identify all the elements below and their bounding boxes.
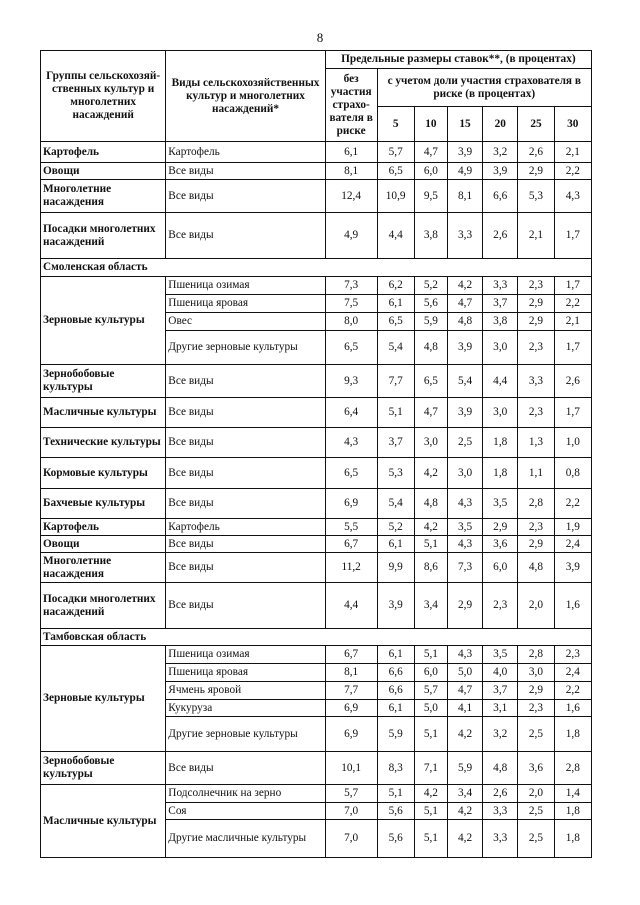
header-group: Группы сельскохозяй-ственных культур и многолетних насаждений bbox=[41, 51, 166, 142]
rate-with-share: 2,2 bbox=[554, 163, 591, 180]
rate-with-share: 3,2 bbox=[483, 142, 518, 163]
table-row bbox=[41, 553, 592, 583]
crop-kind: Подсолнечник на зерно bbox=[166, 785, 325, 803]
rate-with-share: 6,1 bbox=[377, 700, 414, 717]
rate-with-share: 3,7 bbox=[377, 428, 414, 458]
rate-with-share: 5,7 bbox=[377, 142, 414, 163]
header-share: 25 bbox=[518, 107, 554, 142]
rate-no-participation: 6,9 bbox=[325, 717, 377, 752]
rate-with-share: 1,1 bbox=[518, 458, 554, 489]
rate-with-share: 3,9 bbox=[447, 331, 482, 365]
rate-with-share: 3,0 bbox=[483, 331, 518, 365]
crop-kind: Пшеница яровая bbox=[166, 664, 325, 682]
rate-with-share: 4,8 bbox=[518, 553, 554, 583]
rate-with-share: 5,9 bbox=[447, 752, 482, 785]
rate-with-share: 3,0 bbox=[518, 664, 554, 682]
rate-with-share: 3,7 bbox=[483, 295, 518, 313]
rate-no-participation: 8,1 bbox=[325, 664, 377, 682]
rate-with-share: 2,3 bbox=[518, 398, 554, 428]
rate-with-share: 5,0 bbox=[447, 664, 482, 682]
region-row bbox=[41, 629, 592, 646]
rate-with-share: 1,7 bbox=[554, 331, 591, 365]
crop-kind: Пшеница озимая bbox=[166, 646, 325, 664]
rate-with-share: 2,6 bbox=[483, 785, 518, 803]
rate-with-share: 1,3 bbox=[518, 428, 554, 458]
rate-with-share: 6,0 bbox=[414, 163, 447, 180]
header-share: 15 bbox=[447, 107, 482, 142]
rate-no-participation: 5,5 bbox=[325, 519, 377, 536]
table-row bbox=[41, 536, 592, 553]
rate-no-participation: 6,4 bbox=[325, 398, 377, 428]
rate-with-share: 4,3 bbox=[554, 180, 591, 213]
rate-no-participation: 7,0 bbox=[325, 820, 377, 858]
rate-no-participation: 6,9 bbox=[325, 489, 377, 519]
rate-with-share: 3,0 bbox=[447, 458, 482, 489]
rate-with-share: 1,9 bbox=[554, 519, 591, 536]
rate-with-share: 4,0 bbox=[483, 664, 518, 682]
crop-kind: Все виды bbox=[166, 398, 325, 428]
table-row bbox=[41, 142, 592, 163]
rate-with-share: 2,8 bbox=[518, 489, 554, 519]
rate-no-participation: 12,4 bbox=[325, 180, 377, 213]
crop-group: Технические культуры bbox=[41, 428, 166, 458]
rate-with-share: 6,5 bbox=[414, 365, 447, 398]
table-row bbox=[41, 365, 592, 398]
rate-with-share: 1,6 bbox=[554, 700, 591, 717]
crop-kind: Картофель bbox=[166, 142, 325, 163]
rate-with-share: 9,5 bbox=[414, 180, 447, 213]
rate-with-share: 3,9 bbox=[447, 398, 482, 428]
rate-no-participation: 5,7 bbox=[325, 785, 377, 803]
rate-with-share: 3,3 bbox=[483, 803, 518, 820]
table-row bbox=[41, 277, 592, 295]
rate-with-share: 3,8 bbox=[414, 213, 447, 259]
rate-with-share: 5,1 bbox=[414, 717, 447, 752]
rate-no-participation: 9,3 bbox=[325, 365, 377, 398]
rate-with-share: 3,6 bbox=[483, 536, 518, 553]
rate-with-share: 1,8 bbox=[483, 428, 518, 458]
rate-with-share: 9,9 bbox=[377, 553, 414, 583]
rate-no-participation: 7,0 bbox=[325, 803, 377, 820]
rate-with-share: 6,6 bbox=[377, 682, 414, 700]
rate-with-share: 5,6 bbox=[414, 295, 447, 313]
crop-group: Зерновые культуры bbox=[41, 646, 166, 752]
rate-with-share: 5,6 bbox=[377, 820, 414, 858]
rate-with-share: 1,7 bbox=[554, 213, 591, 259]
rate-with-share: 4,9 bbox=[447, 163, 482, 180]
rate-with-share: 0,8 bbox=[554, 458, 591, 489]
rate-with-share: 10,9 bbox=[377, 180, 414, 213]
rate-with-share: 2,9 bbox=[518, 295, 554, 313]
rate-no-participation: 6,1 bbox=[325, 142, 377, 163]
rate-no-participation: 7,3 bbox=[325, 277, 377, 295]
rate-with-share: 4,7 bbox=[447, 682, 482, 700]
crop-kind: Все виды bbox=[166, 536, 325, 553]
rate-no-participation: 6,5 bbox=[325, 331, 377, 365]
rate-with-share: 3,6 bbox=[518, 752, 554, 785]
rate-with-share: 5,1 bbox=[377, 785, 414, 803]
rate-with-share: 2,3 bbox=[554, 646, 591, 664]
rate-with-share: 5,1 bbox=[414, 820, 447, 858]
rate-with-share: 2,5 bbox=[518, 820, 554, 858]
crop-kind: Ячмень яровой bbox=[166, 682, 325, 700]
rate-with-share: 1,6 bbox=[554, 583, 591, 629]
rate-with-share: 2,8 bbox=[554, 752, 591, 785]
rate-with-share: 8,3 bbox=[377, 752, 414, 785]
rate-no-participation: 4,3 bbox=[325, 428, 377, 458]
rate-with-share: 2,9 bbox=[518, 536, 554, 553]
rate-with-share: 5,1 bbox=[414, 646, 447, 664]
rate-with-share: 7,3 bbox=[447, 553, 482, 583]
rate-with-share: 2,9 bbox=[447, 583, 482, 629]
crop-kind: Все виды bbox=[166, 213, 325, 259]
rate-with-share: 2,5 bbox=[447, 428, 482, 458]
rate-no-participation: 6,7 bbox=[325, 646, 377, 664]
rate-no-participation: 8,1 bbox=[325, 163, 377, 180]
rate-with-share: 4,8 bbox=[447, 313, 482, 331]
crop-kind: Все виды bbox=[166, 489, 325, 519]
crop-kind: Все виды bbox=[166, 180, 325, 213]
rate-with-share: 3,2 bbox=[483, 717, 518, 752]
rate-with-share: 2,9 bbox=[518, 682, 554, 700]
header-share: 20 bbox=[483, 107, 518, 142]
rate-with-share: 6,1 bbox=[377, 295, 414, 313]
rate-with-share: 3,9 bbox=[554, 553, 591, 583]
table-body bbox=[41, 142, 592, 858]
header-no-participation: без участия страхо-вателя в риске bbox=[325, 69, 377, 142]
rate-with-share: 5,4 bbox=[447, 365, 482, 398]
rate-with-share: 4,2 bbox=[414, 458, 447, 489]
rate-with-share: 3,9 bbox=[447, 142, 482, 163]
table-row bbox=[41, 163, 592, 180]
rate-with-share: 4,7 bbox=[414, 142, 447, 163]
crop-kind: Все виды bbox=[166, 365, 325, 398]
rate-with-share: 4,3 bbox=[447, 536, 482, 553]
rate-with-share: 2,6 bbox=[483, 213, 518, 259]
rate-no-participation: 6,5 bbox=[325, 458, 377, 489]
rate-with-share: 4,7 bbox=[414, 398, 447, 428]
table-row bbox=[41, 785, 592, 803]
crop-group: Многолетние насаждения bbox=[41, 180, 166, 213]
rate-no-participation: 6,7 bbox=[325, 536, 377, 553]
rate-with-share: 2,0 bbox=[518, 785, 554, 803]
table-row bbox=[41, 213, 592, 259]
region-label: Смоленская область bbox=[41, 259, 592, 277]
rate-with-share: 2,4 bbox=[554, 664, 591, 682]
rate-with-share: 2,1 bbox=[554, 313, 591, 331]
rate-with-share: 2,3 bbox=[483, 583, 518, 629]
rate-with-share: 4,7 bbox=[447, 295, 482, 313]
rate-with-share: 3,8 bbox=[483, 313, 518, 331]
rate-with-share: 3,9 bbox=[483, 163, 518, 180]
table-row bbox=[41, 489, 592, 519]
rate-with-share: 2,3 bbox=[518, 519, 554, 536]
rate-no-participation: 8,0 bbox=[325, 313, 377, 331]
rate-no-participation: 7,7 bbox=[325, 682, 377, 700]
crop-group: Овощи bbox=[41, 163, 166, 180]
rate-with-share: 4,2 bbox=[414, 785, 447, 803]
rate-with-share: 6,0 bbox=[483, 553, 518, 583]
rate-with-share: 1,7 bbox=[554, 398, 591, 428]
rate-with-share: 5,7 bbox=[414, 682, 447, 700]
crop-kind: Пшеница яровая bbox=[166, 295, 325, 313]
rate-with-share: 5,4 bbox=[377, 489, 414, 519]
crop-kind: Другие зерновые культуры bbox=[166, 331, 325, 365]
region-row bbox=[41, 259, 592, 277]
rate-with-share: 2,5 bbox=[518, 717, 554, 752]
rate-with-share: 4,4 bbox=[483, 365, 518, 398]
rate-with-share: 5,1 bbox=[414, 803, 447, 820]
crop-group: Картофель bbox=[41, 142, 166, 163]
page-number: 8 bbox=[316, 30, 324, 45]
rate-with-share: 1,8 bbox=[554, 820, 591, 858]
header-share: 5 bbox=[377, 107, 414, 142]
rate-no-participation: 11,2 bbox=[325, 553, 377, 583]
rate-with-share: 3,3 bbox=[447, 213, 482, 259]
crop-kind: Все виды bbox=[166, 752, 325, 785]
rate-with-share: 3,5 bbox=[447, 519, 482, 536]
rate-with-share: 2,9 bbox=[518, 313, 554, 331]
rate-with-share: 5,9 bbox=[414, 313, 447, 331]
rate-with-share: 2,1 bbox=[554, 142, 591, 163]
rate-with-share: 6,6 bbox=[483, 180, 518, 213]
crop-kind: Все виды bbox=[166, 458, 325, 489]
crop-group: Масличные культуры bbox=[41, 398, 166, 428]
rate-with-share: 6,5 bbox=[377, 313, 414, 331]
rate-with-share: 6,1 bbox=[377, 536, 414, 553]
rate-with-share: 5,1 bbox=[414, 536, 447, 553]
rate-with-share: 4,2 bbox=[414, 519, 447, 536]
rate-no-participation: 4,4 bbox=[325, 583, 377, 629]
rate-with-share: 7,7 bbox=[377, 365, 414, 398]
rate-with-share: 4,2 bbox=[447, 717, 482, 752]
rate-with-share: 2,4 bbox=[554, 536, 591, 553]
rate-no-participation: 7,5 bbox=[325, 295, 377, 313]
crop-kind: Пшеница озимая bbox=[166, 277, 325, 295]
crop-group: Овощи bbox=[41, 536, 166, 553]
rate-with-share: 2,9 bbox=[518, 163, 554, 180]
header-limits: Предельные размеры ставок**, (в процентах) bbox=[325, 51, 591, 69]
rate-with-share: 1,7 bbox=[554, 277, 591, 295]
rate-with-share: 4,8 bbox=[483, 752, 518, 785]
crop-group: Многолетние насаждения bbox=[41, 553, 166, 583]
rate-with-share: 4,2 bbox=[447, 803, 482, 820]
rate-with-share: 2,8 bbox=[518, 646, 554, 664]
rate-no-participation: 6,9 bbox=[325, 700, 377, 717]
rate-with-share: 1,0 bbox=[554, 428, 591, 458]
header-with-share: с учетом доли участия страхователя в риске (в процентах) bbox=[377, 69, 591, 107]
crop-kind: Кукуруза bbox=[166, 700, 325, 717]
rate-with-share: 8,6 bbox=[414, 553, 447, 583]
rate-with-share: 3,5 bbox=[483, 489, 518, 519]
rate-with-share: 5,3 bbox=[518, 180, 554, 213]
crop-kind: Соя bbox=[166, 803, 325, 820]
crop-group: Посадки многолетних насаждений bbox=[41, 213, 166, 259]
rate-with-share: 6,2 bbox=[377, 277, 414, 295]
rate-with-share: 2,0 bbox=[518, 583, 554, 629]
rate-with-share: 3,5 bbox=[483, 646, 518, 664]
rate-with-share: 4,8 bbox=[414, 489, 447, 519]
rate-with-share: 1,4 bbox=[554, 785, 591, 803]
rate-with-share: 2,5 bbox=[518, 803, 554, 820]
rate-with-share: 3,4 bbox=[447, 785, 482, 803]
rate-with-share: 7,1 bbox=[414, 752, 447, 785]
rate-with-share: 5,9 bbox=[377, 717, 414, 752]
crop-group: Масличные культуры bbox=[41, 785, 166, 858]
header-share: 30 bbox=[554, 107, 591, 142]
rate-no-participation: 10,1 bbox=[325, 752, 377, 785]
rate-with-share: 3,3 bbox=[483, 820, 518, 858]
table-row bbox=[41, 458, 592, 489]
rate-with-share: 1,8 bbox=[483, 458, 518, 489]
rate-with-share: 4,2 bbox=[447, 820, 482, 858]
rate-with-share: 1,8 bbox=[554, 803, 591, 820]
rate-with-share: 1,8 bbox=[554, 717, 591, 752]
rate-with-share: 5,3 bbox=[377, 458, 414, 489]
rate-with-share: 5,1 bbox=[377, 398, 414, 428]
rate-with-share: 4,8 bbox=[414, 331, 447, 365]
rate-with-share: 5,4 bbox=[377, 331, 414, 365]
crop-kind: Все виды bbox=[166, 163, 325, 180]
region-label: Тамбовская область bbox=[41, 629, 592, 646]
crop-kind: Овес bbox=[166, 313, 325, 331]
rate-with-share: 3,7 bbox=[483, 682, 518, 700]
table-row bbox=[41, 646, 592, 664]
rate-with-share: 5,6 bbox=[377, 803, 414, 820]
rate-with-share: 6,1 bbox=[377, 646, 414, 664]
crop-kind: Все виды bbox=[166, 583, 325, 629]
rate-with-share: 2,2 bbox=[554, 295, 591, 313]
rate-with-share: 3,3 bbox=[483, 277, 518, 295]
rate-with-share: 8,1 bbox=[447, 180, 482, 213]
rate-no-participation: 4,9 bbox=[325, 213, 377, 259]
crop-group: Зернобобовые культуры bbox=[41, 365, 166, 398]
rate-with-share: 5,2 bbox=[377, 519, 414, 536]
crop-kind: Все виды bbox=[166, 553, 325, 583]
crop-kind: Другие масличные культуры bbox=[166, 820, 325, 858]
rate-with-share: 2,3 bbox=[518, 277, 554, 295]
table-row bbox=[41, 428, 592, 458]
rate-with-share: 6,0 bbox=[414, 664, 447, 682]
rate-with-share: 6,6 bbox=[377, 664, 414, 682]
crop-kind: Картофель bbox=[166, 519, 325, 536]
rate-with-share: 3,0 bbox=[483, 398, 518, 428]
rate-with-share: 2,2 bbox=[554, 489, 591, 519]
rate-with-share: 2,9 bbox=[483, 519, 518, 536]
table-row bbox=[41, 180, 592, 213]
crop-group: Посадки многолетних насаждений bbox=[41, 583, 166, 629]
rate-with-share: 3,9 bbox=[377, 583, 414, 629]
rate-with-share: 5,2 bbox=[414, 277, 447, 295]
rate-with-share: 2,3 bbox=[518, 700, 554, 717]
crop-kind: Другие зерновые культуры bbox=[166, 717, 325, 752]
crop-kind: Все виды bbox=[166, 428, 325, 458]
insurance-rates-table bbox=[40, 50, 592, 858]
crop-group: Зерновые культуры bbox=[41, 277, 166, 365]
rate-with-share: 3,0 bbox=[414, 428, 447, 458]
rate-with-share: 2,2 bbox=[554, 682, 591, 700]
rate-with-share: 4,3 bbox=[447, 489, 482, 519]
crop-group: Картофель bbox=[41, 519, 166, 536]
rate-with-share: 2,3 bbox=[518, 331, 554, 365]
rate-with-share: 2,1 bbox=[518, 213, 554, 259]
table-row bbox=[41, 752, 592, 785]
rate-with-share: 4,3 bbox=[447, 646, 482, 664]
rate-with-share: 3,4 bbox=[414, 583, 447, 629]
rate-with-share: 5,0 bbox=[414, 700, 447, 717]
crop-group: Кормовые культуры bbox=[41, 458, 166, 489]
header-kind: Виды сельскохозяйственных культур и многолетних насаждений* bbox=[166, 51, 325, 142]
rate-with-share: 3,1 bbox=[483, 700, 518, 717]
header-share: 10 bbox=[414, 107, 447, 142]
table-row bbox=[41, 398, 592, 428]
table-row bbox=[41, 519, 592, 536]
rate-with-share: 6,5 bbox=[377, 163, 414, 180]
rate-with-share: 4,1 bbox=[447, 700, 482, 717]
table-row bbox=[41, 583, 592, 629]
rate-with-share: 2,6 bbox=[518, 142, 554, 163]
rate-with-share: 4,2 bbox=[447, 277, 482, 295]
rate-with-share: 3,3 bbox=[518, 365, 554, 398]
rate-with-share: 4,4 bbox=[377, 213, 414, 259]
crop-group: Бахчевые культуры bbox=[41, 489, 166, 519]
crop-group: Зернобобовые культуры bbox=[41, 752, 166, 785]
rate-with-share: 2,6 bbox=[554, 365, 591, 398]
